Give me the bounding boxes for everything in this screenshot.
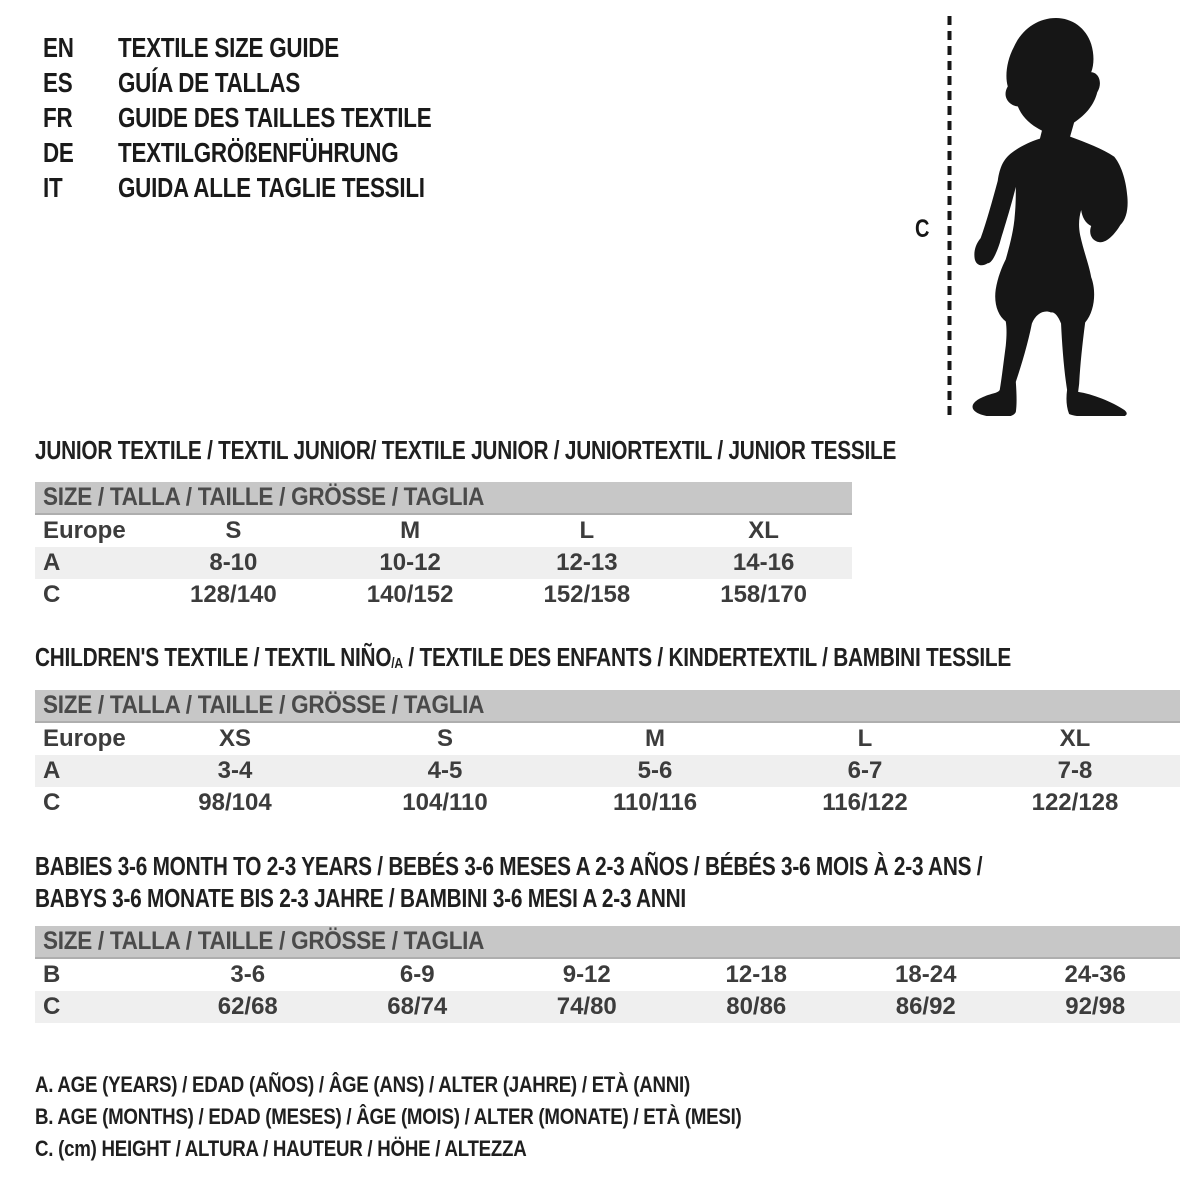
table-row [35, 787, 1180, 819]
language-title: GUIDE DES TAILLES TEXTILE [118, 101, 432, 133]
row-label: Europe [43, 517, 126, 544]
language-title: GUÍA DE TALLAS [118, 66, 301, 98]
table-row [35, 991, 1180, 1023]
table-cell: 158/170 [720, 581, 807, 608]
table-cell: M [400, 517, 421, 544]
toddler-silhouette [963, 14, 1140, 416]
row-label: C [43, 993, 61, 1020]
row-label: Europe [43, 725, 126, 752]
language-code: DE [43, 136, 74, 168]
table-cell: M [645, 725, 665, 752]
table-cell: 6-7 [847, 757, 883, 784]
table-cell: L [857, 725, 873, 752]
table-row [35, 722, 1180, 755]
table-row [35, 514, 852, 547]
language-title: GUIDA ALLE TAGLIE TESSILI [118, 171, 425, 203]
table-cell: XS [218, 725, 251, 752]
language-row [43, 135, 510, 170]
table-cell: 4-5 [427, 757, 463, 784]
table-cell: 122/128 [1031, 789, 1119, 816]
table-cell: 104/110 [402, 789, 488, 816]
table-cell: 98/104 [198, 789, 272, 816]
language-title-block [43, 30, 510, 205]
table-cell: 140/152 [366, 581, 454, 608]
language-code: IT [43, 171, 63, 203]
table-cell: 5-6 [637, 757, 673, 784]
language-row [43, 65, 510, 100]
table-row [35, 755, 1180, 787]
table-cell: 116/122 [822, 789, 908, 816]
row-label: A [43, 549, 61, 576]
row-label: C [43, 789, 61, 816]
children-size-table [35, 690, 1180, 819]
legend-line-b: B. AGE (MONTHS) / EDAD (MESES) / ÂGE (MOIS) / ALTER (MONATE) / ETÀ (MESI) [35, 1104, 742, 1129]
table-cell: 80/86 [726, 993, 787, 1020]
table-cell: 8-10 [209, 549, 258, 576]
table-cell: 10-12 [379, 549, 441, 576]
babies-section-heading: BABIES 3-6 MONTH TO 2-3 YEARS / BEBÉS 3-6 MESES A 2-3 AÑOS / BÉBÉS 3-6 MOIS À 2-3 ANS / BABYS 3-6 MONATE BIS 2-3 JAHRE / BAMBINI 3-6 MESI A 2-3 ANNI [35, 851, 983, 913]
language-code: FR [43, 101, 73, 133]
table-row [35, 579, 852, 611]
language-code: EN [43, 31, 74, 63]
language-row [43, 170, 510, 205]
language-code: ES [43, 66, 73, 98]
measurement-legend [35, 1072, 866, 1168]
table-cell: 152/158 [543, 581, 631, 608]
table-cell: 74/80 [556, 993, 617, 1020]
table-cell: 62/68 [217, 993, 278, 1020]
table-cell: 18-24 [895, 961, 957, 988]
size-header-bar: SIZE / TALLA / TAILLE / GRÖSSE / TAGLIA [35, 482, 852, 514]
language-row [43, 100, 510, 135]
table-row [35, 958, 1180, 991]
table-cell: 3-4 [217, 757, 253, 784]
table-cell: 86/92 [895, 993, 956, 1020]
table-cell: 110/116 [612, 789, 698, 816]
table-cell: 92/98 [1065, 993, 1126, 1020]
legend-line-a: A. AGE (YEARS) / EDAD (AÑOS) / ÂGE (ANS) / ALTER (JAHRE) / ETÀ (ANNI) [35, 1072, 690, 1097]
babies-size-table [35, 926, 1180, 1023]
size-header-bar: SIZE / TALLA / TAILLE / GRÖSSE / TAGLIA [35, 926, 1180, 958]
language-title: TEXTILGRÖßENFÜHRUNG [118, 136, 399, 168]
junior-size-table [35, 482, 852, 611]
row-label: B [43, 961, 61, 988]
table-cell: 24-36 [1064, 961, 1126, 988]
table-cell: 9-12 [562, 961, 611, 988]
table-cell: 14-16 [732, 549, 795, 576]
table-cell: 3-6 [230, 961, 266, 988]
table-cell: S [436, 725, 453, 752]
table-row [35, 547, 852, 579]
row-label: A [43, 757, 61, 784]
table-cell: 12-13 [556, 549, 618, 576]
table-cell: 128/140 [189, 581, 277, 608]
legend-line-c: C. (cm) HEIGHT / ALTURA / HAUTEUR / HÖHE / ALTEZZA [35, 1136, 527, 1161]
row-label: C [43, 581, 61, 608]
table-cell: L [579, 517, 595, 544]
heading-subscript: /A [391, 654, 403, 672]
table-cell: 12-18 [725, 961, 787, 988]
junior-section-heading: JUNIOR TEXTILE / TEXTIL JUNIOR/ TEXTILE JUNIOR / JUNIORTEXTIL / JUNIOR TESSILE [35, 435, 897, 465]
table-cell: XL [1059, 725, 1091, 752]
size-header-bar: SIZE / TALLA / TAILLE / GRÖSSE / TAGLIA [35, 690, 1180, 722]
language-row [43, 30, 510, 65]
table-cell: 6-9 [399, 961, 435, 988]
table-cell: XL [748, 517, 779, 544]
table-cell: 7-8 [1057, 757, 1093, 784]
language-title: TEXTILE SIZE GUIDE [118, 31, 339, 63]
height-measure-label: C [915, 215, 930, 243]
children-section-heading: CHILDREN'S TEXTILE / TEXTIL NIÑO/A / TEXTILE DES ENFANTS / KINDERTEXTIL / BAMBINI TESSILE [35, 642, 1012, 672]
table-cell: S [225, 517, 242, 544]
height-dashed-line [946, 16, 953, 416]
table-cell: 68/74 [387, 993, 448, 1020]
